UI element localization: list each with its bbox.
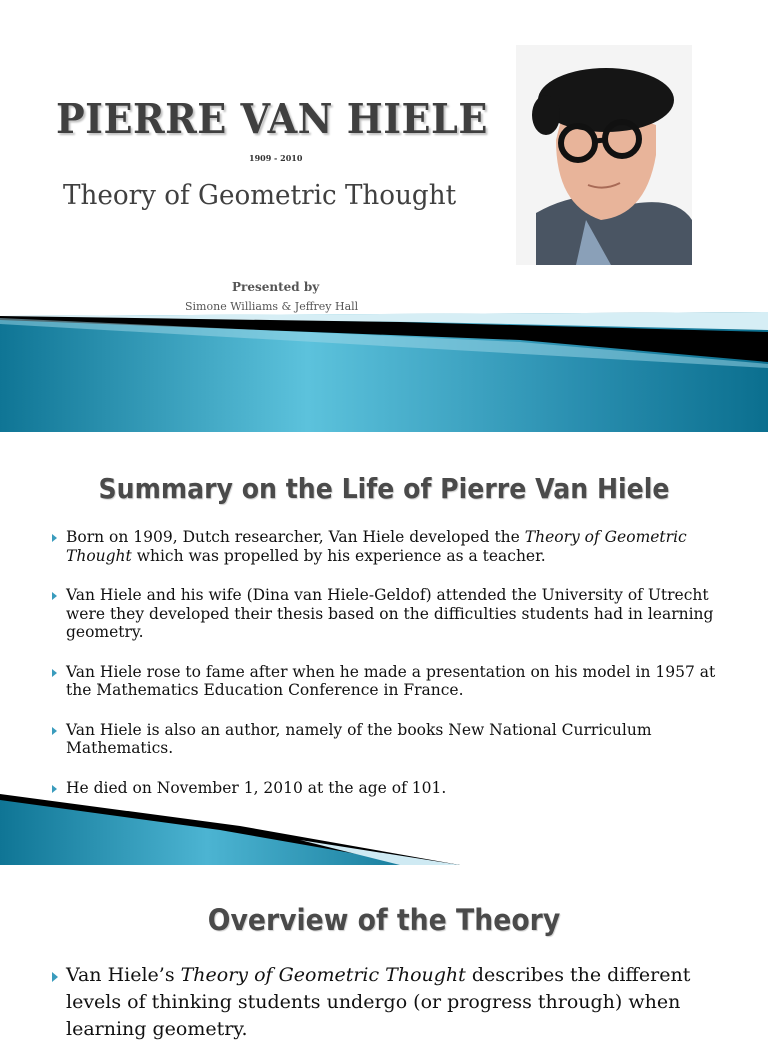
list-item: Van Hiele’s Theory of Geometric Thought describes the different levels of thinking students undergo (or progress through) when learning geometry. xyxy=(50,962,730,1043)
slide-heading: Summary on the Life of Pierre Van Hiele xyxy=(98,472,670,505)
list-item: He died on November 1, 2010 at the age of 101. xyxy=(50,779,720,798)
list-item: Born on 1909, Dutch researcher, Van Hiele developed the Theory of Geometric Thought which was propelled by his experience as a teacher. xyxy=(50,528,720,565)
decorative-band xyxy=(0,0,768,432)
slide-heading: Overview of the Theory xyxy=(207,903,561,937)
life-years: 1909 - 2010 xyxy=(249,153,303,163)
slide-title: PIERRE VAN HIELE xyxy=(56,95,488,143)
list-item: Van Hiele rose to fame after when he made a presentation on his model in 1957 at the Mathematics Education Conference in France. xyxy=(50,663,720,700)
summary-bullet-list xyxy=(50,528,720,818)
overview-slide xyxy=(0,865,768,1040)
list-item: Van Hiele and his wife (Dina van Hiele-Geldof) attended the University of Utrecht were they developed their thesis based on the difficulties students had in learning geometry. xyxy=(50,586,720,642)
presenter-names: Simone Williams & Jeffrey Hall xyxy=(185,300,359,313)
list-item: Van Hiele is also an author, namely of the books New National Curriculum Mathematics. xyxy=(50,721,720,758)
summary-slide xyxy=(0,432,768,865)
title-slide xyxy=(0,0,768,432)
bullet-triangle-icon xyxy=(52,669,57,677)
overview-bullet-list xyxy=(50,962,730,1043)
bullet-triangle-icon xyxy=(52,727,57,735)
bullet-triangle-icon xyxy=(52,972,58,982)
bullet-triangle-icon xyxy=(52,534,57,542)
presented-by-label: Presented by xyxy=(232,280,320,294)
bullet-triangle-icon xyxy=(52,592,57,600)
slide-subtitle: Theory of Geometric Thought xyxy=(63,180,457,211)
bullet-triangle-icon xyxy=(52,785,57,793)
